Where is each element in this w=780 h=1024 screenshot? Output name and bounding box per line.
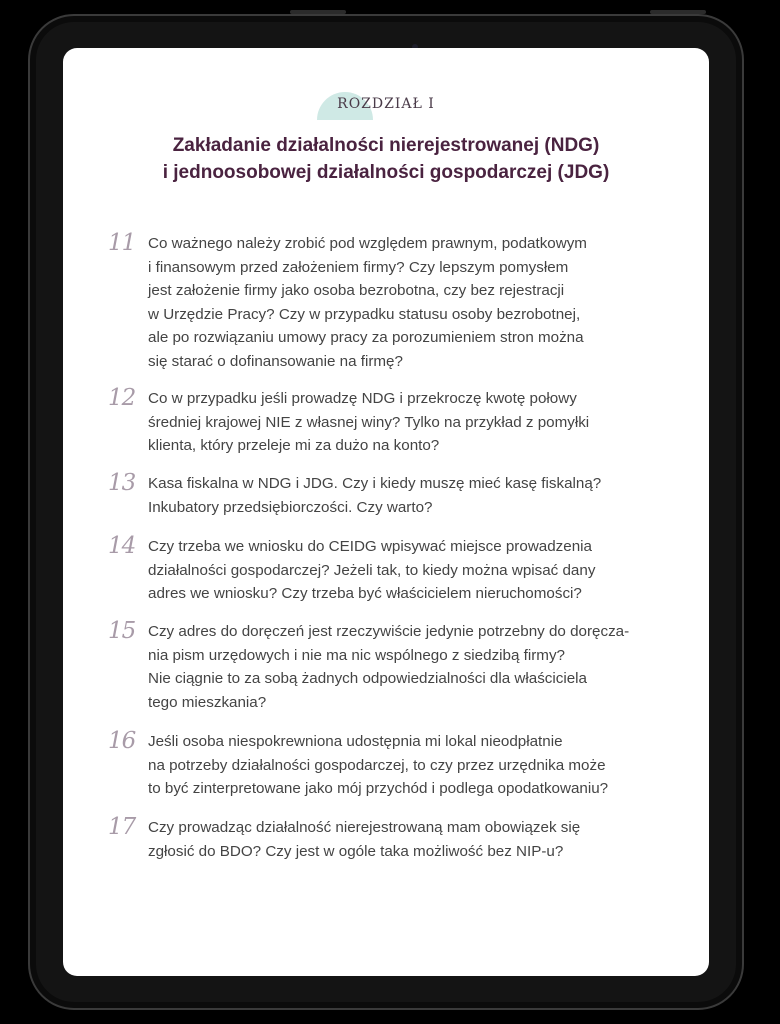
title-line-1: Zakładanie działalności nierejestrowanej (NDG)	[172, 135, 600, 156]
question-line: tego mieszkania?	[148, 693, 267, 711]
chapter-label: ROZDZIAŁ I	[337, 96, 435, 112]
question-line: ale po rozwiązaniu umowy pracy za porozumieniem stron można	[148, 329, 584, 346]
chapter-header	[63, 90, 709, 118]
question-line: Kasa fiskalna w NDG i JDG. Czy i kiedy muszę mieć kasę fiskalną?	[148, 475, 602, 492]
question-text	[148, 472, 688, 519]
question-line: Jeśli osoba niespokrewniona udostępnia mi lokal nieodpłatnie	[148, 733, 563, 750]
question-number: 14	[108, 533, 136, 559]
question-line: i finansowym przed założeniem firmy? Czy lepszym pomysłem	[148, 258, 569, 276]
question-number: 11	[108, 230, 136, 256]
question-text	[148, 535, 688, 606]
question-number: 12	[108, 385, 136, 411]
question-line: zgłosić do BDO? Czy jest w ogóle taka możliwość bez NIP-u?	[148, 842, 564, 860]
question-line: średniej krajowej NIE z własnej winy? Tylko na przykład z pomyłki	[148, 413, 590, 431]
question-line: adres we wniosku? Czy trzeba być właścicielem nieruchomości?	[148, 585, 582, 602]
question-text	[148, 387, 688, 458]
power-button	[650, 10, 706, 14]
question-line: Co ważnego należy zrobić pod względem prawnym, podatkowym	[148, 235, 587, 252]
question-line: to być zinterpretowane jako mój przychód i podlega opodatkowaniu?	[148, 780, 609, 797]
question-line: w Urzędzie Pracy? Czy w przypadku statusu osoby bezrobotnej,	[148, 305, 581, 323]
question-line: Nie ciągnie to za sobą żadnych odpowiedzialności dla właściciela	[148, 670, 587, 687]
question-line: działalności gospodarczej? Jeżeli tak, to kiedy można wpisać dany	[148, 561, 596, 579]
question-line: nia pism urzędowych i nie ma nic wspólnego z siedzibą firmy?	[148, 646, 565, 664]
question-number: 16	[108, 728, 136, 754]
question-line: jest założenie firmy jako osoba bezrobotna, czy bez rejestracji	[148, 282, 565, 299]
question-text	[148, 816, 688, 863]
document-page	[63, 48, 709, 976]
question-line: Co w przypadku jeśli prowadzę NDG i przekroczę kwotę połowy	[148, 390, 577, 407]
question-line: na potrzeby działalności gospodarczej, to czy przez urzędnika może	[148, 756, 606, 774]
question-text	[148, 232, 688, 373]
question-line: się starać o dofinansowanie na firmę?	[148, 352, 403, 370]
title-line-2: i jednoosobowej działalności gospodarczej (JDG)	[162, 162, 610, 183]
question-line: Czy trzeba we wniosku do CEIDG wpisywać miejsce prowadzenia	[148, 538, 592, 555]
question-number: 15	[108, 618, 136, 644]
page-title	[83, 132, 689, 186]
question-number: 17	[108, 814, 136, 840]
question-line: Czy adres do doręczeń jest rzeczywiście jedynie potrzebny do doręcza-	[148, 623, 630, 640]
question-number: 13	[108, 470, 136, 496]
question-text	[148, 730, 688, 801]
question-line: Inkubatory przedsiębiorczości. Czy warto?	[148, 498, 433, 516]
question-text	[148, 620, 688, 714]
volume-button	[290, 10, 346, 14]
question-line: klienta, który przeleje mi za dużo na konto?	[148, 437, 440, 454]
question-line: Czy prowadząc działalność nierejestrowaną mam obowiązek się	[148, 819, 581, 836]
